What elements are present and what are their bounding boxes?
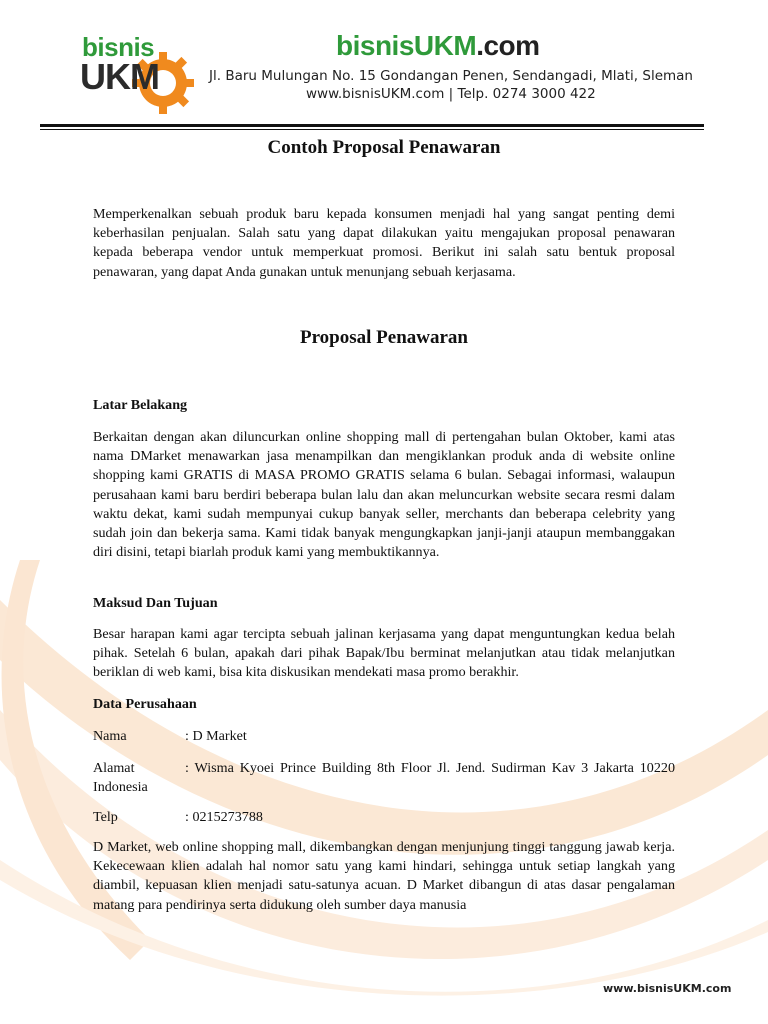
logo-wordmark-ukm: UKM [80,56,159,97]
logo-wordmark-bisnis: bisnis [82,32,155,62]
letterhead [0,0,768,130]
section-heading-data-perusahaan: Data Perusahaan [93,696,197,712]
intro-paragraph: Memperkenalkan sebuah produk baru kepada konsumen menjadi hal yang sangat penting demi keberhasilan penjualan. Salah satu yang dapat dilakukan yaitu mengajukan proposal penawaran kepada beberapa vendor untuk memperkuat promosi. Berikut ini salah satu bentuk proposal penawaran, yang dapat Anda gunakan untuk menunjang sebuah kerjasama. [93,206,675,280]
footer-website: www.bisnisUKM.com [603,982,732,995]
brand-name: bisnisUKM.com [336,30,540,61]
header-divider-thin [40,129,704,130]
field-label: Nama [93,728,127,744]
field-alamat [93,759,675,797]
field-value: : D Market [185,728,247,744]
section-heading-maksud-tujuan: Maksud Dan Tujuan [93,595,218,611]
company-address: Jl. Baru Mulungan No. 15 Gondangan Penen, Sendangadi, Mlati, Sleman [209,68,693,84]
field-value: : Wisma Kyoei Prince Building 8th Floor Jl. Jend. Sudirman Kav 3 Jakarta 10220 Indonesia [93,760,675,796]
bisnisukm-logo [78,32,188,114]
company-contact: www.bisnisUKM.com | Telp. 0274 3000 422 [306,86,596,102]
header-divider [40,124,704,127]
section-heading-latar-belakang: Latar Belakang [93,397,188,413]
field-value: : 0215273788 [185,809,263,825]
company-description: D Market, web online shopping mall, dikembangkan dengan menjunjung tinggi tanggung jawab kerja. Kekecewaan klien adalah hal nomor satu yang kami hindari, sehingga untuk setiap langkah yang diambil, kepuasan klien menjadi satu-satunya acuan. D Market dibangun di atas dasar pengalaman matang para pendirinya serta didukung oleh sumber daya manusia [93,839,675,913]
maksud-tujuan-paragraph: Besar harapan kami agar tercipta sebuah jalinan kerjasama yang dapat menguntungkan kedua belah pihak. Setelah 6 bulan, apakah dari pihak Bapak/Ibu berminat melanjutkan atau tidak melanjutkan beriklan di web kami, bisa kita diskusikan mendekati masa promo berakhir. [93,626,675,681]
document-title: Contoh Proposal Penawaran [267,137,501,158]
latar-belakang-paragraph: Berkaitan dengan akan diluncurkan online shopping mall di pertengahan bulan Oktober, kami atas nama DMarket menawarkan jasa menampilkan dan mengiklankan produk anda di website online shopping kami GRATIS di MASA PROMO GRATIS selama 6 bulan. Sebagai informasi, walaupun perusahaan kami baru berdiri beberapa bulan lalu dan akan meluncurkan website secara resmi dalam waktu dekat, kami sudah mempunyai cukup banyak seller, merchants dan beberapa celebrity yang sudah join dan bekerja sama. Kami tidak banyak mengungkapkan janji-janji ataupun membanggakan diri disini, tetapi biarlah produk kami yang membuktikannya. [93,429,675,561]
field-nama [93,727,675,746]
field-label: Alamat [93,760,135,776]
proposal-title: Proposal Penawaran [299,327,468,348]
field-label: Telp [93,809,118,825]
field-telp [93,808,675,827]
